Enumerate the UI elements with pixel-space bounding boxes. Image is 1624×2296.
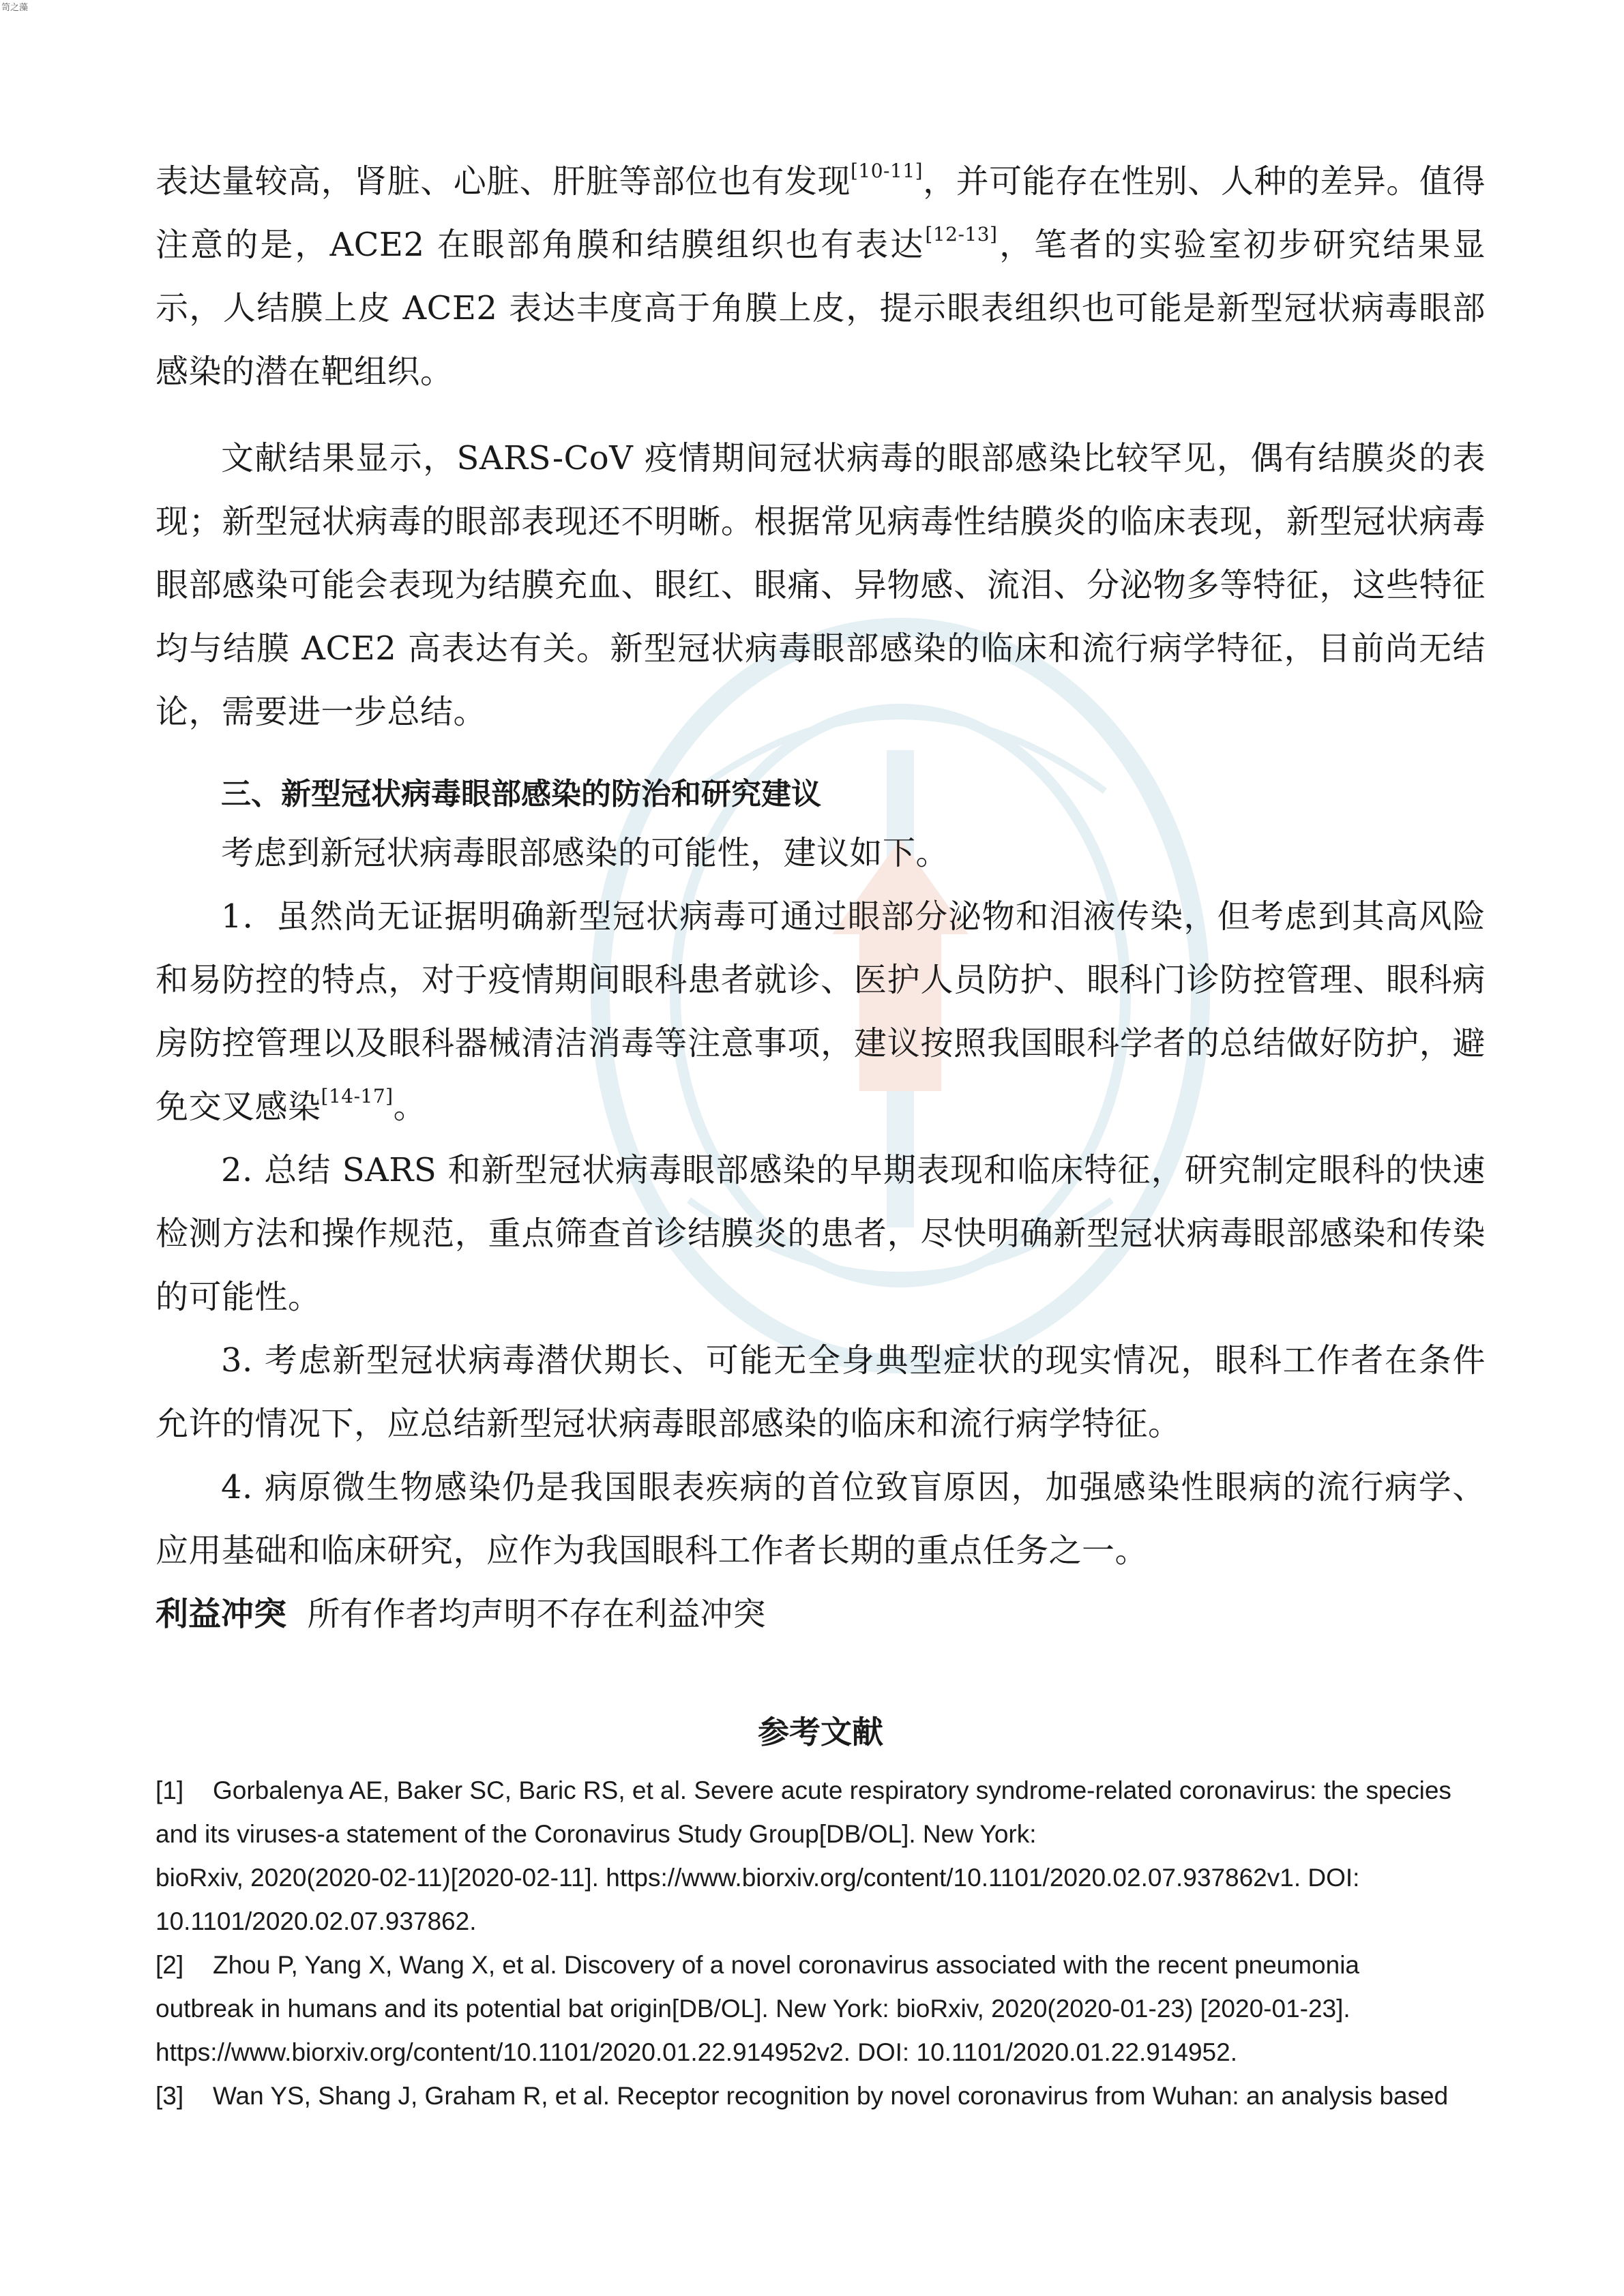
reference-item: [156, 1769, 1486, 1943]
reference-text: Gorbalenya AE, Baker SC, Baric RS, et al. Severe acute respiratory syndrome-related coronavirus: the species: [213, 1776, 1451, 1804]
p1-text-b: ，并可能存在性别、人种的差异。值得注意的是，ACE2 在眼部角膜和结膜组织也有表达: [156, 162, 1486, 264]
reference-1-line-1: [156, 1769, 1486, 1813]
citation-14-17[interactable]: [14-17]: [321, 1085, 394, 1107]
article-body: [156, 150, 1486, 2118]
p4-text-b: 。: [393, 1088, 427, 1126]
p1-text-a: 表达量较高，肾脏、心脏、肝脏等部位也有发现: [156, 162, 851, 200]
section-heading: 三、新型冠状病毒眼部感染的防治和研究建议: [221, 777, 821, 811]
references-heading: 参考文献: [758, 1714, 883, 1750]
coi-text: 所有作者均声明不存在利益冲突: [307, 1595, 766, 1633]
reference-item: [156, 1943, 1486, 2074]
paragraph-recommendation-3: 3. 考虑新型冠状病毒潜伏期长、可能无全身典型症状的现实情况，眼科工作者在条件允许的情况下，应总结新型冠状病毒眼部感染的临床和流行病学特征。: [156, 1341, 1486, 1443]
reference-number: [3]: [156, 2082, 184, 2110]
reference-2-line-2: outbreak in humans and its potential bat origin[DB/OL]. New York: bioRxiv, 2020(2020-01-23) [2020-01-23].: [156, 1995, 1350, 2023]
reference-2-line-1: [156, 1943, 1486, 1987]
citation-10-11[interactable]: [10-11]: [851, 160, 924, 182]
p1-text-c: ，笔者的实验室初步研究结果显示，人结膜上皮 ACE2 表达丰度高于角膜上皮，提示眼表组织也可能是新型冠状病毒眼部感染的潜在靶组织。: [156, 226, 1486, 391]
paragraph-ace2-expression: [156, 150, 1486, 404]
paragraph-recommendation-intro: 考虑到新冠状病毒眼部感染的可能性，建议如下。: [221, 834, 949, 872]
reference-item: [156, 2074, 1486, 2118]
reference-1-line-4: 10.1101/2020.02.07.937862.: [156, 1907, 477, 1935]
citation-12-13[interactable]: [12-13]: [925, 223, 998, 245]
p4-text-a: 1．虽然尚无证据明确新型冠状病毒可通过眼部分泌物和泪液传染，但考虑到其高风险和易防控的特点，对于疫情期间眼科患者就诊、医护人员防护、眼科门诊防控管理、眼科病房防控管理以及眼科器械清洁消毒等注意事项，建议按照我国眼科学者的总结做好防护，避免交叉感染: [156, 897, 1486, 1126]
reference-number: [1]: [156, 1776, 184, 1804]
paragraph-literature-results: 文献结果显示，SARS-CoV 疫情期间冠状病毒的眼部感染比较罕见，偶有结膜炎的表现；新型冠状病毒的眼部表现还不明晰。根据常见病毒性结膜炎的临床表现，新型冠状病毒眼部感染可能会表现为结膜充血、眼红、眼痛、异物感、流泪、分泌物多等特征，这些特征均与结膜 ACE2 高表达有关。新型冠状病毒眼部感染的临床和流行病学特征，目前尚无结论，需要进一步总结。: [156, 439, 1486, 731]
paragraph-recommendation-2: 2. 总结 SARS 和新型冠状病毒眼部感染的早期表现和临床特征，研究制定眼科的快速检测方法和操作规范，重点筛查首诊结膜炎的患者，尽快明确新型冠状病毒眼部感染和传染的可能性。: [156, 1151, 1486, 1316]
corner-mark: 笥之藻: [1, 3, 29, 13]
paragraph-recommendation-4: 4. 病原微生物感染仍是我国眼表疾病的首位致盲原因，加强感染性眼病的流行病学、应用基础和临床研究，应作为我国眼科工作者长期的重点任务之一。: [156, 1468, 1486, 1570]
reference-text: Zhou P, Yang X, Wang X, et al. Discovery of a novel coronavirus associated with the recent pneumonia: [213, 1951, 1360, 1979]
paragraph-recommendation-1: [156, 885, 1486, 1139]
reference-1-line-2: and its viruses-a statement of the Coronavirus Study Group[DB/OL]. New York:: [156, 1820, 1037, 1848]
coi-label: 利益冲突: [156, 1595, 287, 1633]
reference-number: [2]: [156, 1951, 184, 1979]
reference-2-line-3[interactable]: https://www.biorxiv.org/content/10.1101/2020.01.22.914952v2. DOI: 10.1101/2020.01.22.914952.: [156, 2038, 1237, 2066]
reference-text: Wan YS, Shang J, Graham R, et al. Receptor recognition by novel coronavirus from Wuhan: an analysis based: [213, 2082, 1449, 2110]
reference-1-line-3[interactable]: bioRxiv, 2020(2020-02-11)[2020-02-11]. https://www.biorxiv.org/content/10.1101/2020.02.07.937862v1. DOI:: [156, 1864, 1360, 1892]
conflict-of-interest: [156, 1583, 1486, 1646]
reference-3-line-1: [156, 2074, 1486, 2118]
